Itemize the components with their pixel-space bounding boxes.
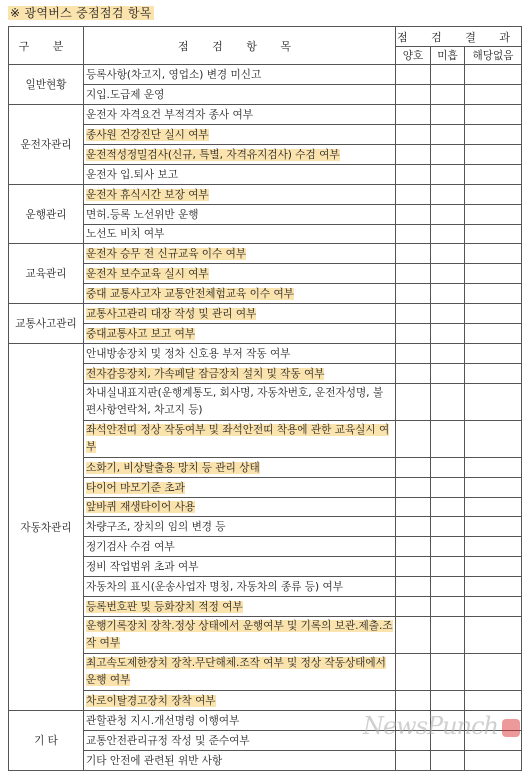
result-good-cell[interactable] [396,205,431,225]
table-row [9,478,522,498]
table-row [9,65,522,85]
result-good-cell[interactable] [396,165,431,185]
table-row [9,751,522,771]
result-poor-cell[interactable] [431,205,465,225]
table-row [9,617,522,654]
result-good-cell[interactable] [396,185,431,205]
result-good-cell[interactable] [396,691,431,711]
table-row [9,244,522,264]
result-na-cell[interactable] [465,617,522,654]
result-poor-cell[interactable] [431,244,465,264]
result-good-cell[interactable] [396,244,431,264]
table-row [9,105,522,125]
check-item [84,85,396,105]
category-cell: 교통사고관리 [9,304,84,344]
check-item [84,478,396,498]
result-poor-cell[interactable] [431,65,465,85]
result-good-cell[interactable] [396,65,431,85]
result-na-cell[interactable] [465,577,522,597]
check-item-text: 자동차의 표시(운송사업자 명칭, 자동차의 종류 등) 여부 [86,581,343,593]
check-item-text: 운전자 자격요건 부적격자 종사 여부 [86,109,253,121]
result-na-cell[interactable] [465,205,522,225]
result-poor-cell[interactable] [431,225,465,244]
check-item-text: 등록사항(차고지, 영업소) 변경 미신고 [86,69,261,81]
result-na-cell[interactable] [465,85,522,105]
check-item-text: 운전자 휴식시간 보장 여부 [86,189,209,201]
result-na-cell[interactable] [465,244,522,264]
table-row [9,225,522,244]
table-row [9,577,522,597]
table-row [9,304,522,324]
category-cell: 교육관리 [9,244,84,304]
check-item-text: 앞바퀴 재생타이어 사용 [86,501,195,513]
result-poor-cell[interactable] [431,654,465,691]
check-item [84,364,396,384]
inspection-table [8,26,522,771]
category-cell: 자동차관리 [9,344,84,711]
result-na-cell[interactable] [465,498,522,517]
result-good-cell[interactable] [396,145,431,165]
result-poor-cell[interactable] [431,421,465,458]
result-poor-cell[interactable] [431,324,465,344]
check-item [84,458,396,478]
result-good-cell[interactable] [396,557,431,577]
check-item [84,384,396,421]
result-good-cell[interactable] [396,284,431,304]
check-item-text: 중대교통사고 보고 여부 [86,328,195,340]
result-na-cell[interactable] [465,421,522,458]
check-item-text: 차로이탈경고장치 장착 여부 [86,695,216,707]
check-item [84,284,396,304]
result-poor-cell[interactable] [431,458,465,478]
check-item [84,691,396,711]
watermark-mark-icon [502,719,520,737]
header-item: 점 검 항 목 [84,27,396,65]
check-item-text: 운전자 입.퇴사 보고 [86,169,178,181]
result-poor-cell[interactable] [431,617,465,654]
result-na-cell[interactable] [465,65,522,85]
check-item-text: 정비 작업범위 초과 여부 [86,561,198,573]
check-item-text: 안내방송장치 및 정차 신호용 부저 작동 여부 [86,348,290,360]
check-item [84,537,396,557]
table-row [9,691,522,711]
result-na-cell[interactable] [465,478,522,498]
check-item-text: 차량구조, 장치의 임의 변경 등 [86,521,226,533]
result-poor-cell[interactable] [431,165,465,185]
check-item-text: 운전적성정밀검사(신규, 특별, 자격유지검사) 수검 여부 [86,149,340,161]
check-item-text: 종사원 건강진단 실시 여부 [86,129,209,141]
check-item-text: 중대 교통사고자 교통안전체험교육 이수 여부 [86,288,294,300]
table-row [9,517,522,537]
table-row [9,498,522,517]
result-good-cell[interactable] [396,105,431,125]
table-row [9,557,522,577]
result-good-cell[interactable] [396,537,431,557]
result-poor-cell[interactable] [431,517,465,537]
table-row [9,145,522,165]
category-cell: 운행관리 [9,185,84,244]
header-category: 구 분 [9,27,84,65]
watermark-logo [363,712,520,740]
category-cell: 운전자관리 [9,105,84,185]
check-item [84,617,396,654]
check-item [84,557,396,577]
result-good-cell[interactable] [396,597,431,617]
result-good-cell[interactable] [396,577,431,597]
check-item-text: 교통안전관리규정 작성 및 준수여부 [86,735,250,747]
check-item-text: 면허.등록 노선위반 운행 [86,209,198,221]
table-row [9,458,522,478]
result-poor-cell[interactable] [431,478,465,498]
check-item-text: 노선도 비치 여부 [86,228,164,240]
result-good-cell[interactable] [396,225,431,244]
result-good-cell[interactable] [396,125,431,145]
result-good-cell[interactable] [396,344,431,364]
result-na-cell[interactable] [465,324,522,344]
check-item-text: 운행기록장치 장착.정상 상태에서 운행여부 및 기록의 보관.제출.조작 여부 [86,620,393,649]
check-item-text: 소화기, 비상탈출용 망치 등 관리 상태 [86,462,260,474]
result-poor-cell[interactable] [431,145,465,165]
table-row [9,537,522,557]
check-item [84,145,396,165]
result-good-cell[interactable] [396,498,431,517]
header-na: 해당없음 [465,47,522,65]
result-good-cell[interactable] [396,264,431,284]
result-good-cell[interactable] [396,85,431,105]
check-item [84,205,396,225]
table-row [9,165,522,185]
result-na-cell[interactable] [465,384,522,421]
result-poor-cell[interactable] [431,577,465,597]
result-na-cell[interactable] [465,185,522,205]
result-poor-cell[interactable] [431,185,465,205]
check-item [84,264,396,284]
header-good: 양호 [396,47,431,65]
result-na-cell[interactable] [465,344,522,364]
result-na-cell[interactable] [465,597,522,617]
result-na-cell[interactable] [465,304,522,324]
check-item-text: 운전자 보수교육 실시 여부 [86,268,209,280]
result-poor-cell[interactable] [431,364,465,384]
check-item [84,344,396,364]
result-good-cell[interactable] [396,478,431,498]
table-row [9,125,522,145]
result-good-cell[interactable] [396,751,431,771]
result-na-cell[interactable] [465,458,522,478]
result-good-cell[interactable] [396,654,431,691]
result-na-cell[interactable] [465,654,522,691]
table-row [9,284,522,304]
result-poor-cell[interactable] [431,537,465,557]
check-item [84,517,396,537]
result-good-cell[interactable] [396,617,431,654]
check-item-text: 관할관청 지시.개선명령 이행여부 [86,715,239,727]
check-item [84,731,396,751]
check-item [84,597,396,617]
result-na-cell[interactable] [465,537,522,557]
result-na-cell[interactable] [465,557,522,577]
result-poor-cell[interactable] [431,105,465,125]
result-poor-cell[interactable] [431,284,465,304]
result-poor-cell[interactable] [431,85,465,105]
result-poor-cell[interactable] [431,344,465,364]
table-row [9,205,522,225]
check-item [84,185,396,205]
result-na-cell[interactable] [465,364,522,384]
result-na-cell[interactable] [465,284,522,304]
table-row [9,364,522,384]
check-item [84,751,396,771]
check-item-text: 운전자 승무 전 신규교육 이수 여부 [86,248,246,260]
result-good-cell[interactable] [396,458,431,478]
result-good-cell[interactable] [396,364,431,384]
result-poor-cell[interactable] [431,304,465,324]
result-na-cell[interactable] [465,751,522,771]
check-item [84,244,396,264]
result-na-cell[interactable] [465,264,522,284]
result-na-cell[interactable] [465,165,522,185]
check-item-text: 타이어 마모기준 초과 [86,482,185,494]
check-item [84,125,396,145]
check-item-text: 전자감응장치, 가속페달 잠금장치 설치 및 작동 여부 [86,368,324,380]
header-result: 점 검 결 과 [396,27,522,47]
check-item [84,711,396,731]
result-good-cell[interactable] [396,421,431,458]
check-item-text: 최고속도제한장치 장착.무단해체.조작 여부 및 정상 작동상태에서 운행 여부 [86,657,386,686]
header-poor: 미흡 [431,47,465,65]
watermark-text: NewsPunch [363,712,498,740]
check-item-text: 정기검사 수검 여부 [86,541,175,553]
check-item-text: 기타 안전에 관련된 위반 사항 [86,755,222,767]
result-poor-cell[interactable] [431,498,465,517]
result-na-cell[interactable] [465,145,522,165]
result-poor-cell[interactable] [431,125,465,145]
document-title-text: ※ 광역버스 중점점검 항목 [8,6,154,20]
check-item [84,105,396,125]
check-item [84,225,396,244]
check-item-text: 등록번호판 및 등화장치 적정 여부 [86,601,243,613]
result-na-cell[interactable] [465,105,522,125]
check-item [84,165,396,185]
result-na-cell[interactable] [465,691,522,711]
table-body [9,65,522,771]
check-item-text: 지입.도급제 운영 [86,89,164,101]
table-row [9,421,522,458]
result-na-cell[interactable] [465,517,522,537]
table-row [9,324,522,344]
category-cell: 일반현황 [9,65,84,105]
result-na-cell[interactable] [465,125,522,145]
check-item [84,65,396,85]
result-poor-cell[interactable] [431,384,465,421]
table-row [9,264,522,284]
table-row [9,185,522,205]
table-row [9,344,522,364]
table-row [9,85,522,105]
check-item-text: 차내실내표지판(운행계통도, 회사명, 자동차번호, 운전자성명, 불편사항연락처, 차고지 등) [86,387,383,416]
table-row [9,597,522,617]
check-item [84,577,396,597]
result-poor-cell[interactable] [431,264,465,284]
check-item [84,498,396,517]
check-item [84,654,396,691]
table-row [9,654,522,691]
result-na-cell[interactable] [465,225,522,244]
check-item [84,324,396,344]
result-good-cell[interactable] [396,304,431,324]
table-row [9,384,522,421]
result-poor-cell[interactable] [431,691,465,711]
result-poor-cell[interactable] [431,751,465,771]
result-good-cell[interactable] [396,324,431,344]
result-poor-cell[interactable] [431,597,465,617]
result-good-cell[interactable] [396,384,431,421]
check-item [84,421,396,458]
result-poor-cell[interactable] [431,557,465,577]
document-title [8,4,154,21]
check-item-text: 교통사고관리 대장 작성 및 관리 여부 [86,308,256,320]
check-item [84,304,396,324]
category-cell: 기 타 [9,711,84,771]
result-good-cell[interactable] [396,517,431,537]
check-item-text: 좌석안전띠 정상 작동여부 및 좌석안전띠 착용에 관한 교육실시 여부 [86,424,389,453]
